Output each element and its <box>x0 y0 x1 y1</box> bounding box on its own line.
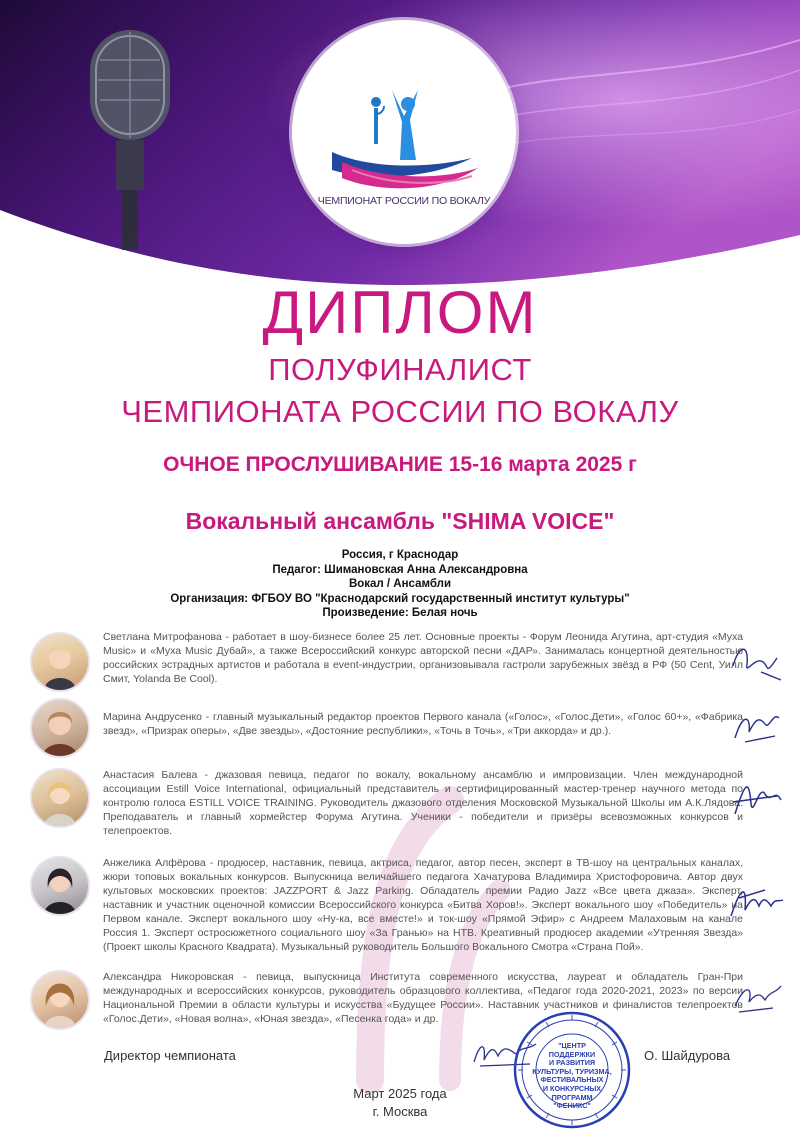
signature <box>725 972 785 1022</box>
director-name: О. Шайдурова <box>644 1048 731 1063</box>
avatar <box>30 768 90 828</box>
signature <box>725 636 785 686</box>
championship-logo <box>292 20 516 244</box>
semifinalist-title: ПОЛУФИНАЛИСТ <box>268 352 532 387</box>
stamp-text: "ЦЕНТР ПОДДЕРЖКИ И РАЗВИТИЯ КУЛЬТУРЫ, ТУРИЗМА, ФЕСТИВАЛЬНЫХ И КОНКУРСНЫХ ПРОГРАММ "ФЕНИКС" <box>532 1041 612 1111</box>
location: Россия, г Краснодар <box>341 549 459 561</box>
diploma-title: ДИПЛОМ <box>262 279 538 346</box>
piece: Произведение: Белая ночь <box>322 607 478 619</box>
avatar <box>30 632 90 692</box>
avatar <box>30 856 90 916</box>
jury-bio: Анжелика Алфёрова - продюсер, наставник, певица, актриса, педагог, автор песен, эксперт в ТВ-шоу на центральных каналах, жюри топовых вокальных конкурсов. Выпускница величайшего педагога Хачатурова Владимира Христофоровича. Автор двух культовых московских проектов: JAZZPORT & Jazz Parking. Обладатель премии Радио Jazz «Все цвета джаза». Эксперт, наставник и участник оценочной комиссии Всероссийского конкурса «Битва Хоров!». Эксперт вокального шоу «Победитель» на Первом канале. Эксперт вокального шоу «Ну-ка, все вместе!» и ток-шоу «Прямой Эфир» с Андреем Малаховым на канале Россия 1. Эксперт остросюжетного социального шоу «За Гранью» на НТВ. Креативный продюсер академии «Утренняя Звезда» (Проект школы Красного Квадрата). Музыкальный руководитель Большого Вокального Смотра «Страна Пой». <box>103 857 743 953</box>
issue-date: Март 2025 года <box>353 1086 447 1101</box>
signature <box>725 702 785 752</box>
signature <box>725 876 785 926</box>
organization: Организация: ФГБОУ ВО "Краснодарский государственный институт культуры" <box>170 592 630 605</box>
jury-bio: Марина Андрусенко - главный музыкальный редактор проектов Первого канала («Голос», «Голос.Дети», «Голос 60+», «Фабрика звезд», «Призрак оперы», «Две звезды», «Достояние республики», «Точь в Точь», «Три аккорда» и др.). <box>103 711 743 737</box>
category: Вокал / Ансамбли <box>348 578 452 590</box>
participant-details <box>0 548 800 621</box>
issue-city: г. Москва <box>372 1104 428 1119</box>
signature <box>725 774 785 824</box>
director-label: Директор чемпионата <box>104 1048 236 1063</box>
championship-title: ЧЕМПИОНАТА РОССИИ ПО ВОКАЛУ <box>121 394 679 429</box>
jury-bio: Анастасия Балева - джазовая певица, педагог по вокалу, вокальному ансамблю и импровизации. Член международной ассоциации Estill Voice International, официальный представитель и сертифицированный мастер-тренер научного метода по контролю голоса ESTILL VOICE TRAINING. Руководитель джазового отделения Московской Музыкальной Школы им А.К.Лядова. Преподаватель и главный хормейстер Форума Агутина. Ученики - победители и призёры всевозможных конкурсов и телепроектов. <box>103 769 743 837</box>
logo-caption: ЧЕМПИОНАТ РОССИИ ПО ВОКАЛУ <box>317 195 491 207</box>
participant-name: Вокальный ансамбль "SHIMA VOICE" <box>185 508 615 534</box>
jury-bio: Александра Никоровская - певица, выпускница Института современного искусства, лауреат и обладатель Гран-При международных и всероссийских конкурсов, руководитель образцового коллектива, «Педагог года 2020-2021, 2023» по версии Национальной Премии в области культуры и искусства «Будущее России». Наставник участников и финалистов телепроектов «Голос.Дети», «Новая волна», «Юная звезда», «Песенка года» и др. <box>103 971 743 1025</box>
avatar <box>30 698 90 758</box>
avatar <box>30 970 90 1030</box>
teacher: Педагог: Шимановская Анна Александровна <box>272 563 528 576</box>
jury-bio: Светлана Митрофанова - работает в шоу-бизнесе более 25 лет. Основные проекты - Форум Леонида Агутина, арт-студия «Муха Music» и «Муха Music Дубай», а также Всероссийский конкурс авторской песни «ДАР». Занималась концертной деятельностью российских эстрадных артистов и работала в event-индустрии, организовывала гастроли зарубежных звёзд в РФ (50 Cent, Уилл Смит, Yolanda Be Cool). <box>103 631 743 685</box>
audition-line: ОЧНОЕ ПРОСЛУШИВАНИЕ 15-16 марта 2025 г <box>163 453 637 476</box>
logo-emblem <box>292 20 516 244</box>
